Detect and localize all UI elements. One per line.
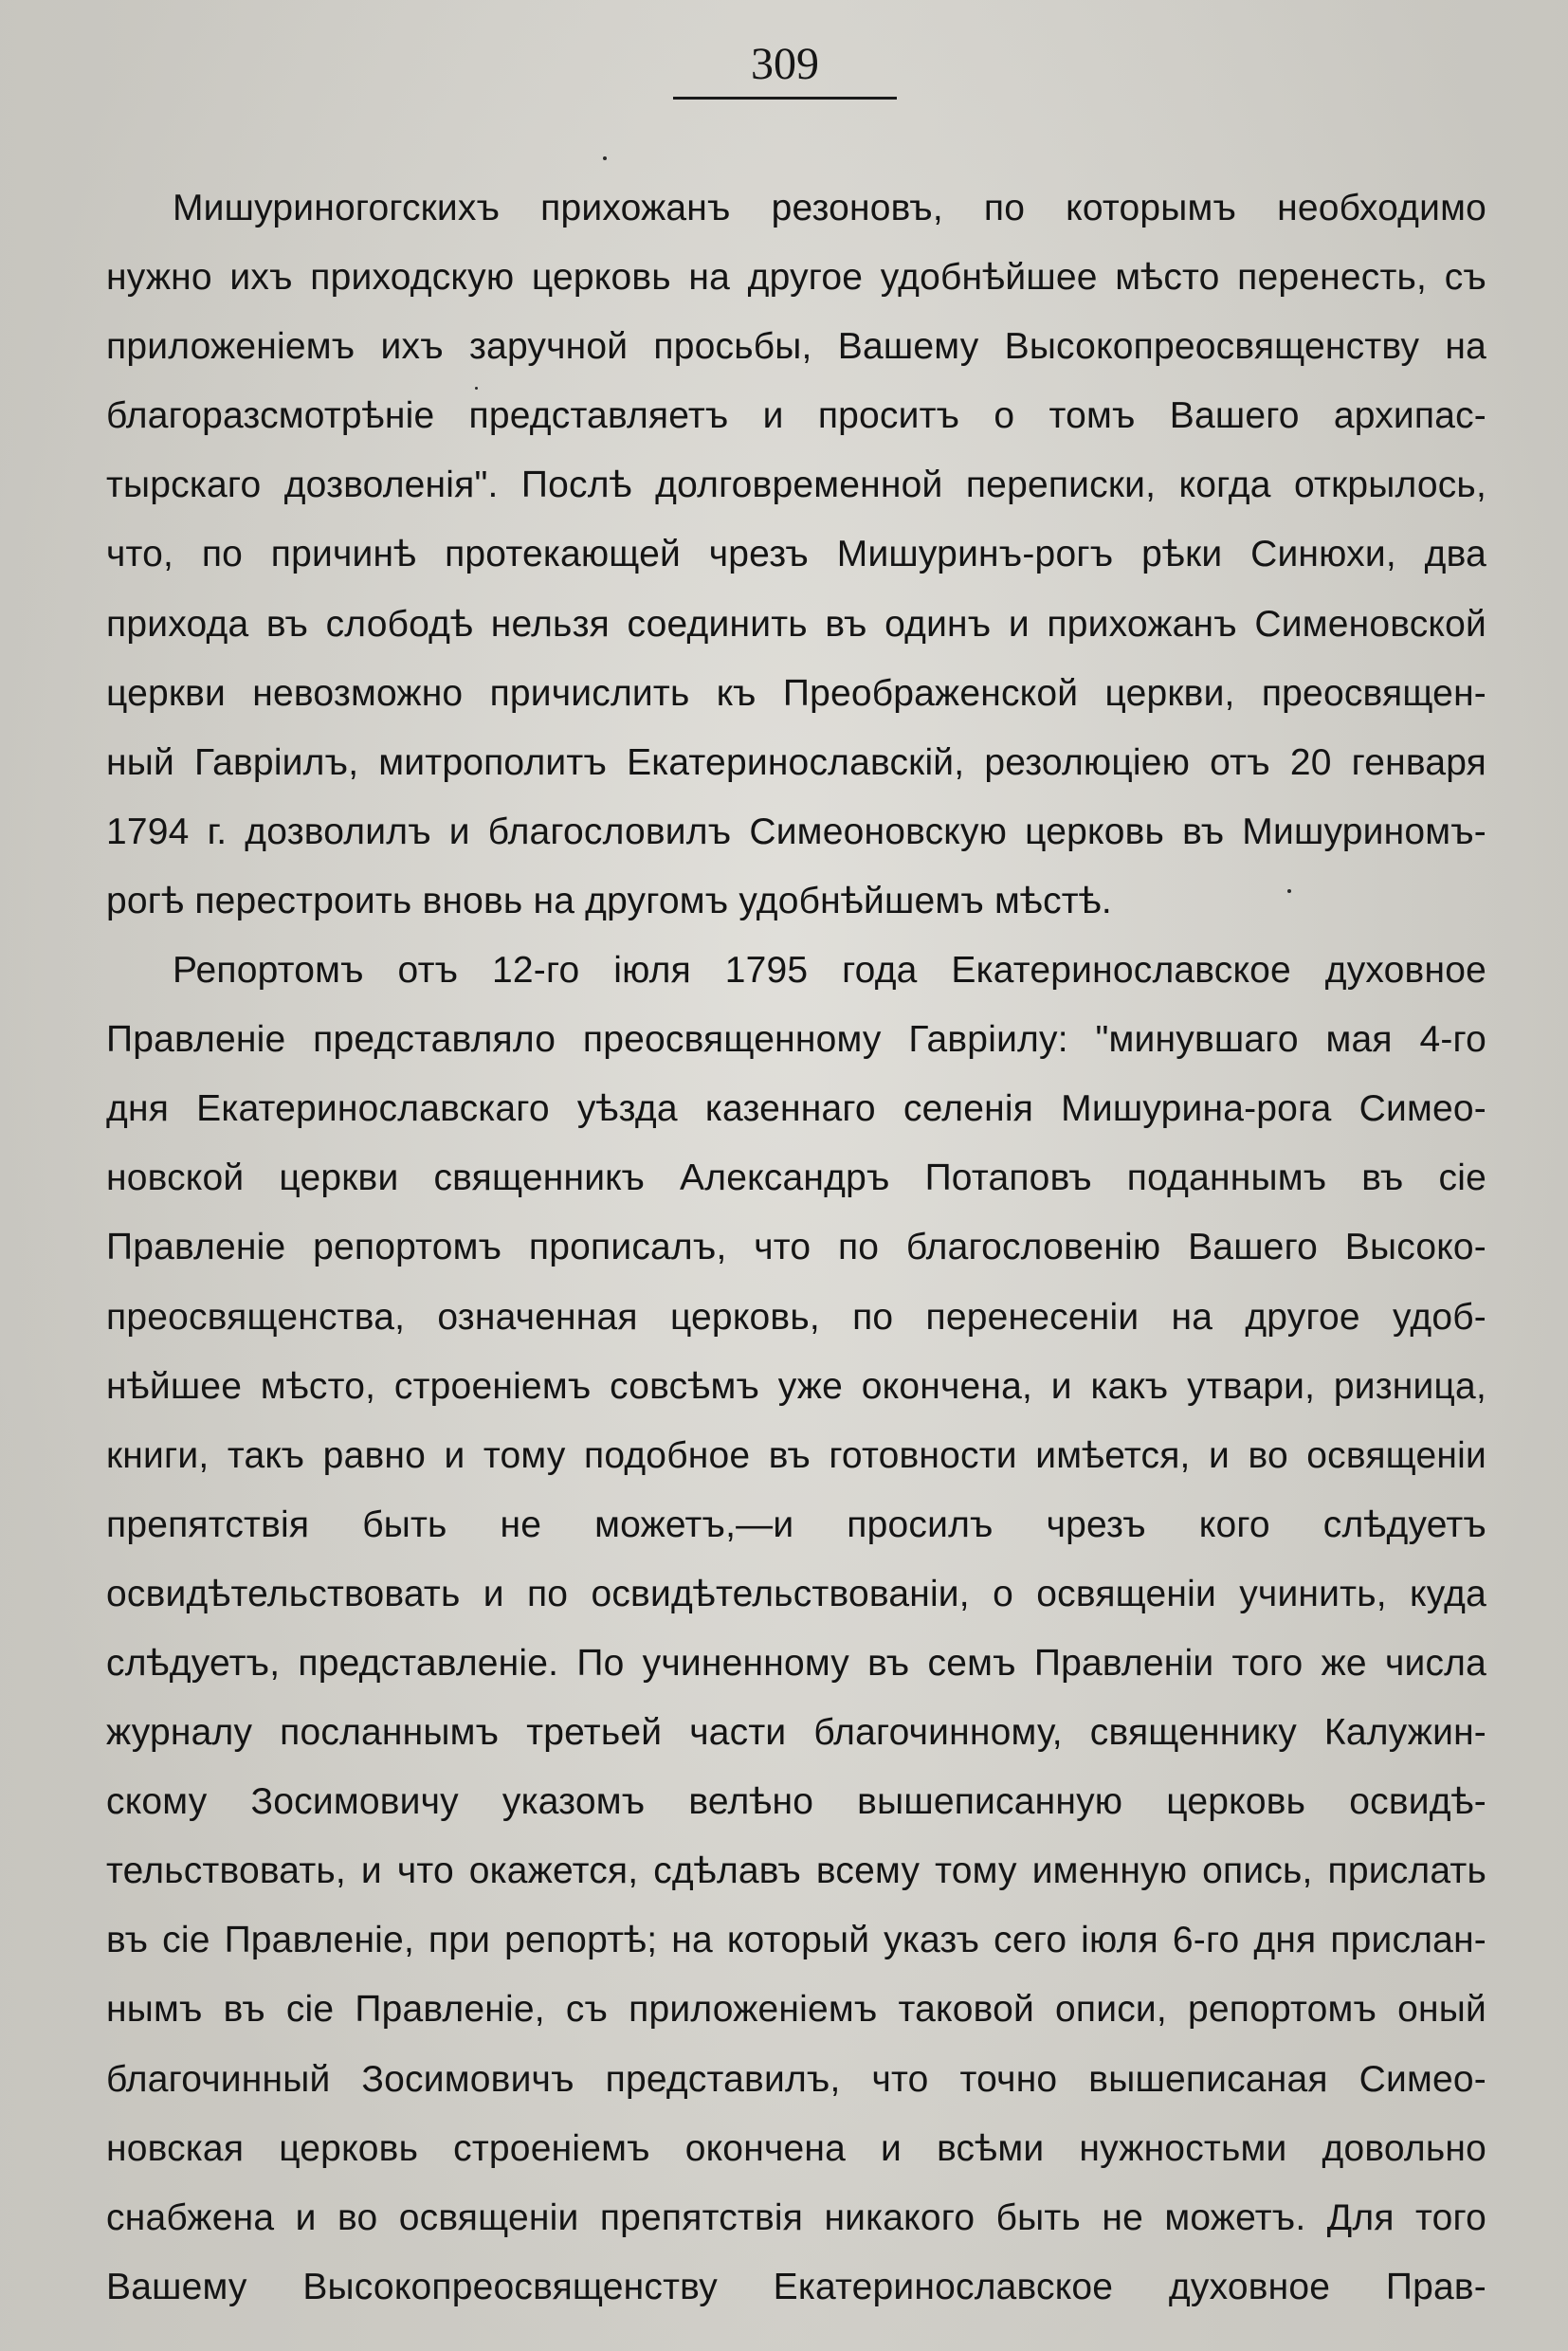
text-line: въ сіе Правленіе, при репортѣ; на который указъ сего іюля 6-го дня прислан-	[106, 1920, 1486, 1961]
text-line: благочинный Зосимовичъ представилъ, что точно вышеписаная Симео-	[106, 2058, 1486, 2100]
text-line: нужно ихъ приходскую церковь на другое удобнѣйшее мѣсто перенесть, съ	[106, 257, 1486, 299]
text-line: тырскаго дозволенія". Послѣ долговременной переписки, когда открылось,	[106, 465, 1486, 506]
text-line: Правленіе представляло преосвященному Гавріилу: "минувшаго мая 4-го	[106, 1019, 1486, 1061]
text-line: благоразсмотрѣніе представляетъ и проситъ о томъ Вашего архипас-	[106, 395, 1486, 437]
text-line: 1794 г. дозволилъ и благословилъ Симеоновскую церковь въ Мишуриномъ-	[106, 811, 1486, 852]
page-number-rule	[673, 97, 897, 100]
text-line: препятствія быть не можетъ,—и просилъ чрезъ кого слѣдуетъ	[106, 1504, 1486, 1545]
text-line: приложеніемъ ихъ заручной просьбы, Вашему Высокопреосвященству на	[106, 326, 1486, 368]
text-line: церкви невозможно причислить къ Преображенской церкви, преосвящен-	[106, 672, 1486, 714]
text-line: нымъ въ сіе Правленіе, съ приложеніемъ таковой описи, репортомъ оный	[106, 1989, 1486, 2031]
text-line: Репортомъ отъ 12-го іюля 1795 года Екатеринославское духовное	[173, 950, 1486, 992]
text-line: рогѣ перестроить вновь на другомъ удобнѣйшемъ мѣстѣ.	[106, 880, 1112, 921]
text-line: преосвященства, означенная церковь, по перенесеніи на другое удоб-	[106, 1296, 1486, 1338]
text-line: нѣйшее мѣсто, строеніемъ совсѣмъ уже окончена, и какъ утвари, ризница,	[106, 1365, 1486, 1407]
text-line: новской церкви священникъ Александръ Потаповъ поданнымъ въ сіе	[106, 1157, 1486, 1199]
body-text	[106, 173, 1486, 2322]
text-line: Правленіе репортомъ прописалъ, что по благословенію Вашего Высоко-	[106, 1227, 1486, 1268]
text-line: скому Зосимовичу указомъ велѣно вышеписанную церковь освидѣ-	[106, 1781, 1486, 1823]
text-line: снабжена и во освященіи препятствія никакого быть не можетъ. Для того	[106, 2196, 1486, 2238]
text-line: ный Гавріилъ, митрополитъ Екатеринославскій, резолюціею отъ 20 генваря	[106, 741, 1486, 783]
text-line: освидѣтельствовать и по освидѣтельствованіи, о освященіи учинить, куда	[106, 1573, 1486, 1614]
text-line: Вашему Высокопреосвященству Екатеринославское духовное Прав-	[106, 2266, 1486, 2307]
print-speck	[603, 156, 607, 160]
text-line: слѣдуетъ, представленіе. По учиненному въ семъ Правленіи того же числа	[106, 1642, 1486, 1684]
text-line: прихода въ слободѣ нельзя соединить въ одинъ и прихожанъ Сименовской	[106, 603, 1486, 645]
text-line: книги, такъ равно и тому подобное въ готовности имѣется, и во освященіи	[106, 1434, 1486, 1476]
print-speck	[1287, 889, 1291, 893]
text-line: Мишуриногогскихъ прихожанъ резоновъ, по которымъ необходимо	[173, 188, 1486, 228]
text-line: тельствовать, и что окажется, сдѣлавъ всему тому именную опись, прислать	[106, 1850, 1486, 1892]
page-number: 309	[751, 39, 819, 89]
text-line: дня Екатеринославскаго уѣзда казеннаго селенія Мишурина-рога Симео-	[106, 1088, 1486, 1130]
text-line: новская церковь строеніемъ окончена и всѣми нужностьми довольно	[106, 2127, 1486, 2169]
text-line: что, по причинѣ протекающей чрезъ Мишуринъ-рогъ рѣки Синюхи, два	[106, 534, 1486, 575]
print-speck	[475, 387, 478, 390]
text-line: журналу посланнымъ третьей части благочинному, священнику Калужин-	[106, 1712, 1486, 1754]
